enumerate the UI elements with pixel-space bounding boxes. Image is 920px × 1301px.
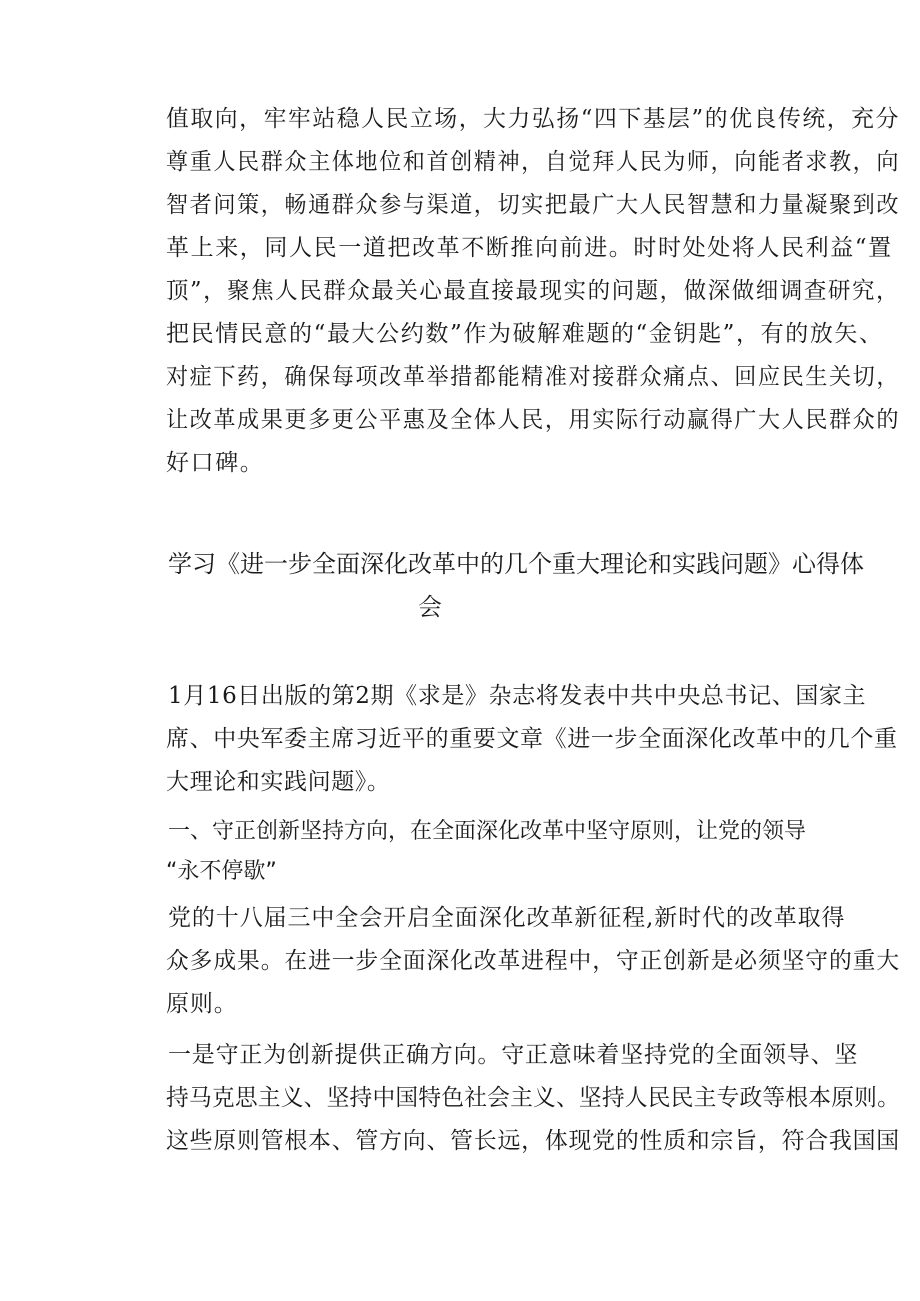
lead-line-3: 大理论和实践问题》。: [166, 769, 391, 795]
section-heading-line-2: “永不停歇”: [166, 859, 277, 884]
section-heading-line-1: 一、守正创新坚持方向，在全面深化改革中坚守原则，让党的领导: [168, 819, 807, 844]
intro-line-4: 革上来，同人民一道把改革不断推向前进。时时处处将人民利益“置: [166, 235, 893, 261]
section-line-3: 原则。: [166, 991, 238, 1017]
section-line-2: 众多成果。在进一步全面深化改革进程中，守正创新是必须坚守的重大: [166, 948, 901, 974]
intro-line-5: 顶”，聚焦人民群众最关心最直接最现实的问题，做深做细调查研究，: [166, 278, 901, 304]
point-line-2: 持马克思主义、坚持中国特色社会主义、坚持人民民主专政等根本原则。: [166, 1085, 901, 1111]
intro-line-6: 把民情民意的“最大公约数”作为破解难题的“金钥匙”，有的放矢、: [166, 321, 884, 347]
intro-line-2: 尊重人民群众主体地位和首创精神，自觉拜人民为师，向能者求教，向: [166, 149, 901, 175]
point-line-3: 这些原则管根本、管方向、管长远，体现党的性质和宗旨，符合我国国: [166, 1128, 900, 1154]
intro-line-1: 值取向，牢牢站稳人民立场，大力弘扬“四下基层”的优良传统，充分: [166, 106, 900, 132]
intro-line-3: 智者问策，畅通群众参与渠道，切实把最广大人民智慧和力量凝聚到改: [166, 192, 901, 218]
lead-line-1: 1月16日出版的第2期《求是》杂志将发表中共中央总书记、国家主: [168, 683, 867, 709]
article-title-line-1: 学习《进一步全面深化改革中的几个重大理论和实践问题》心得体: [168, 550, 864, 578]
section-line-1: 党的十八届三中全会开启全面深化改革新征程,新时代的改革取得: [168, 905, 846, 931]
intro-line-7: 对症下药，确保每项改革举措都能精准对接群众痛点、回应民生关切，: [166, 364, 901, 390]
point-line-1: 一是守正为创新提供正确方向。守正意味着坚持党的全面领导、坚: [168, 1042, 859, 1068]
intro-line-8: 让改革成果更多更公平惠及全体人民，用实际行动赢得广大人民群众的: [166, 407, 901, 433]
intro-line-9: 好口碑。: [166, 450, 265, 476]
lead-line-2: 席、中央军委主席习近平的重要文章《进一步全面深化改革中的几个重: [166, 726, 898, 752]
article-title-line-2: 会: [418, 593, 442, 621]
